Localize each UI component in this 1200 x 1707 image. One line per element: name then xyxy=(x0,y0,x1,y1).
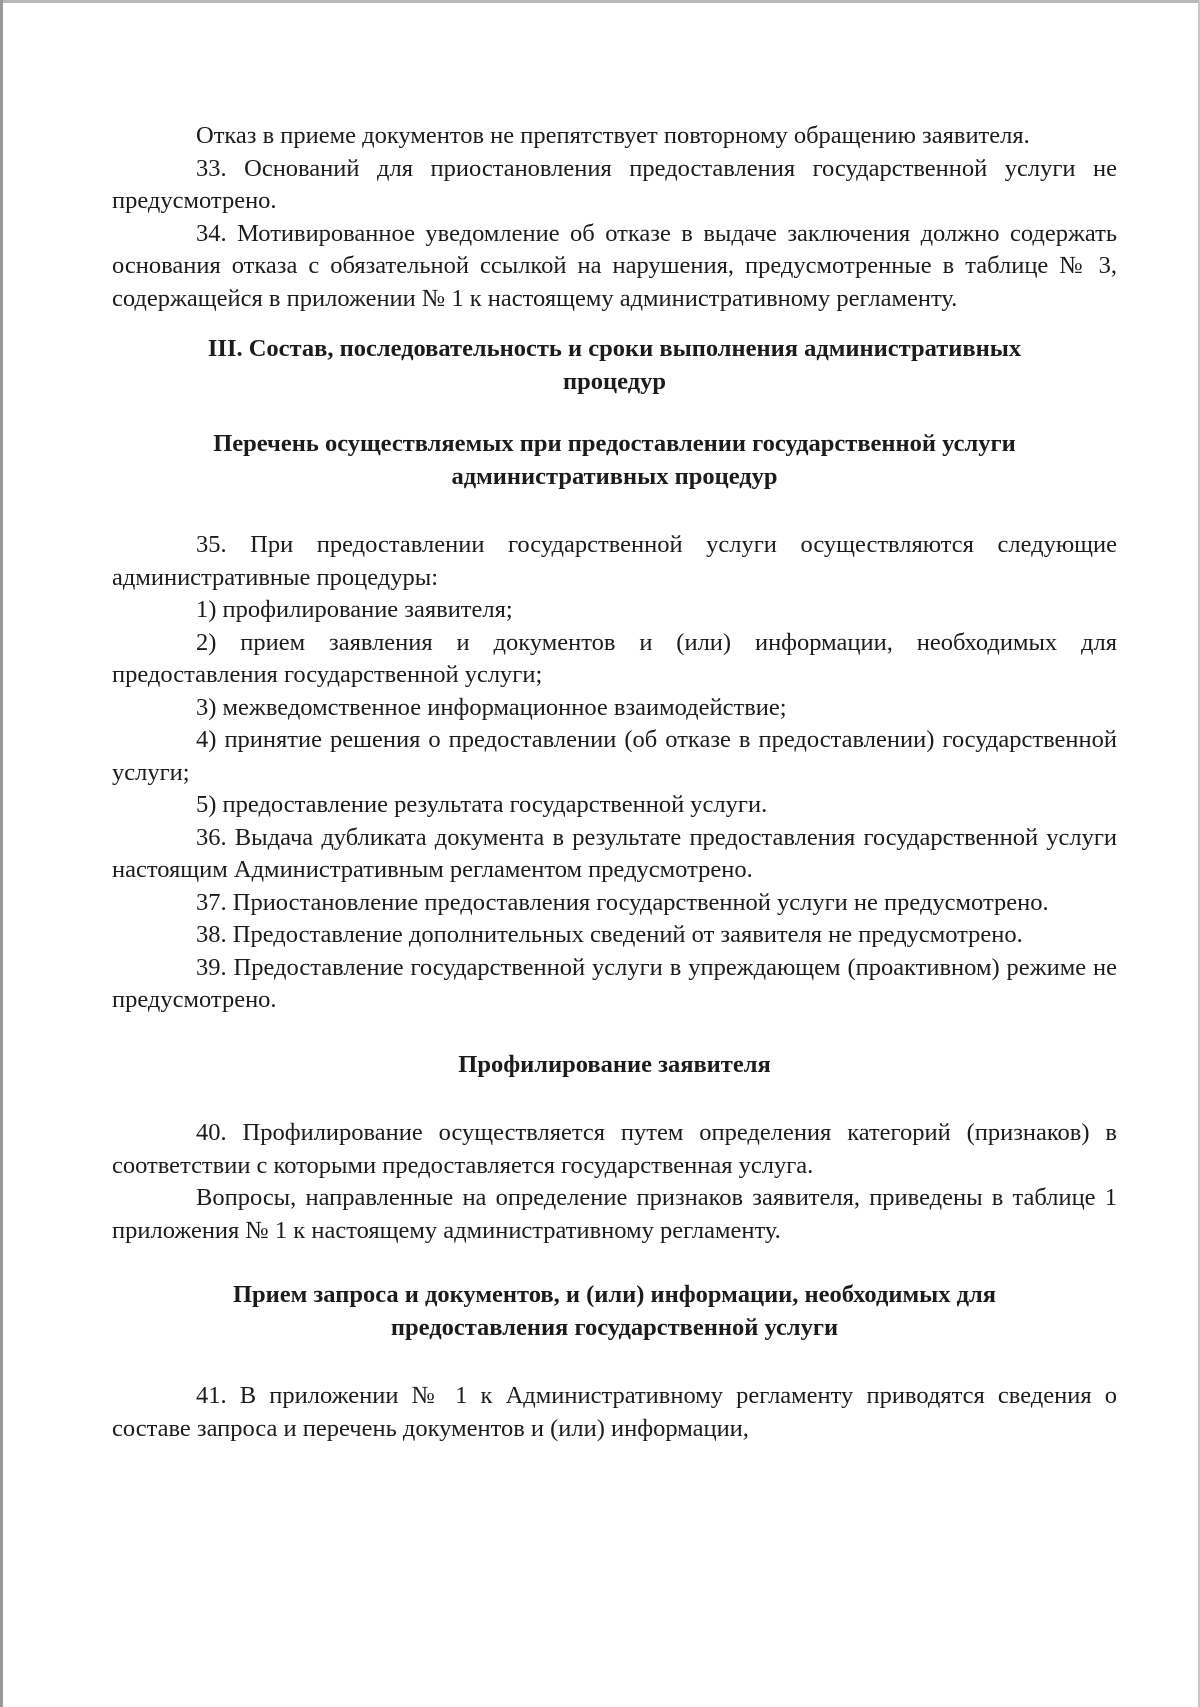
procedures-list-heading-line-1: Перечень осуществляемых при предоставлении государственной услуги xyxy=(213,430,1016,457)
profiling-heading: Профилирование заявителя xyxy=(458,1050,771,1078)
paragraph-33: 33. Оснований для приостановления предоставления государственной услуги не предусмотрено. xyxy=(112,154,1117,214)
list-item-5: 5) предоставление результата государственной услуги. xyxy=(196,791,768,818)
request-heading-line-1: Прием запроса и документов, и (или) информации, необходимых для xyxy=(232,1281,997,1308)
paragraph-36: 36. Выдача дубликата документа в результате предоставления государственной услуги настоящим Административным регламентом предусмотрено. xyxy=(112,823,1117,883)
paragraph-refusal: Отказ в приеме документов не препятствует повторному обращению заявителя. xyxy=(196,122,1030,149)
paragraph-40: 40. Профилирование осуществляется путем определения категорий (признаков) в соответствии с которыми предоставляется государственная услуга. xyxy=(112,1119,1117,1179)
paragraph-40-questions: Вопросы, направленные на определение признаков заявителя, приведены в таблице 1 приложения № 1 к настоящему административному регламенту. xyxy=(112,1184,1117,1244)
scan-edge-top xyxy=(0,0,1200,3)
procedures-list-heading-line-2: административных процедур xyxy=(451,462,778,490)
list-item-2: 2) прием заявления и документов и (или) информации, необходимых для предоставления государственной услуги; xyxy=(112,628,1117,688)
section-3-heading-line-1: III. Состав, последовательность и сроки выполнения административных xyxy=(207,335,1022,362)
paragraph-37: 37. Приостановление предоставления государственной услуги не предусмотрено. xyxy=(196,888,1049,916)
paragraph-34: 34. Мотивированное уведомление об отказе в выдаче заключения должно содержать основания отказа с обязательной ссылкой на нарушения, предусмотренные в таблице № 3, содержащейся в приложении № 1 к настоящему административному регламенту. xyxy=(112,219,1117,312)
paragraph-39: 39. Предоставление государственной услуги в упреждающем (проактивном) режиме не предусмотрено. xyxy=(112,953,1117,1013)
paragraph-38: 38. Предоставление дополнительных сведений от заявителя не предусмотрено. xyxy=(196,921,1023,948)
list-item-1: 1) профилирование заявителя; xyxy=(196,596,513,623)
paragraph-41: 41. В приложении № 1 к Административному регламенту приводятся сведения о составе запроса и перечень документов и (или) информации, xyxy=(112,1382,1117,1442)
list-item-4: 4) принятие решения о предоставлении (об отказе в предоставлении) государственной услуги; xyxy=(112,726,1117,786)
procedures-list-heading xyxy=(112,428,1117,493)
document-body xyxy=(112,120,1117,1445)
request-heading-line-2: предоставления государственной услуги xyxy=(390,1313,839,1341)
section-3-heading xyxy=(112,333,1117,398)
list-item-3: 3) межведомственное информационное взаимодействие; xyxy=(196,693,787,721)
paragraph-35: 35. При предоставлении государственной услуги осуществляются следующие административные процедуры: xyxy=(112,531,1117,591)
scan-edge-left xyxy=(0,0,3,1707)
request-heading xyxy=(112,1279,1117,1344)
section-3-heading-line-2: процедур xyxy=(563,367,666,395)
